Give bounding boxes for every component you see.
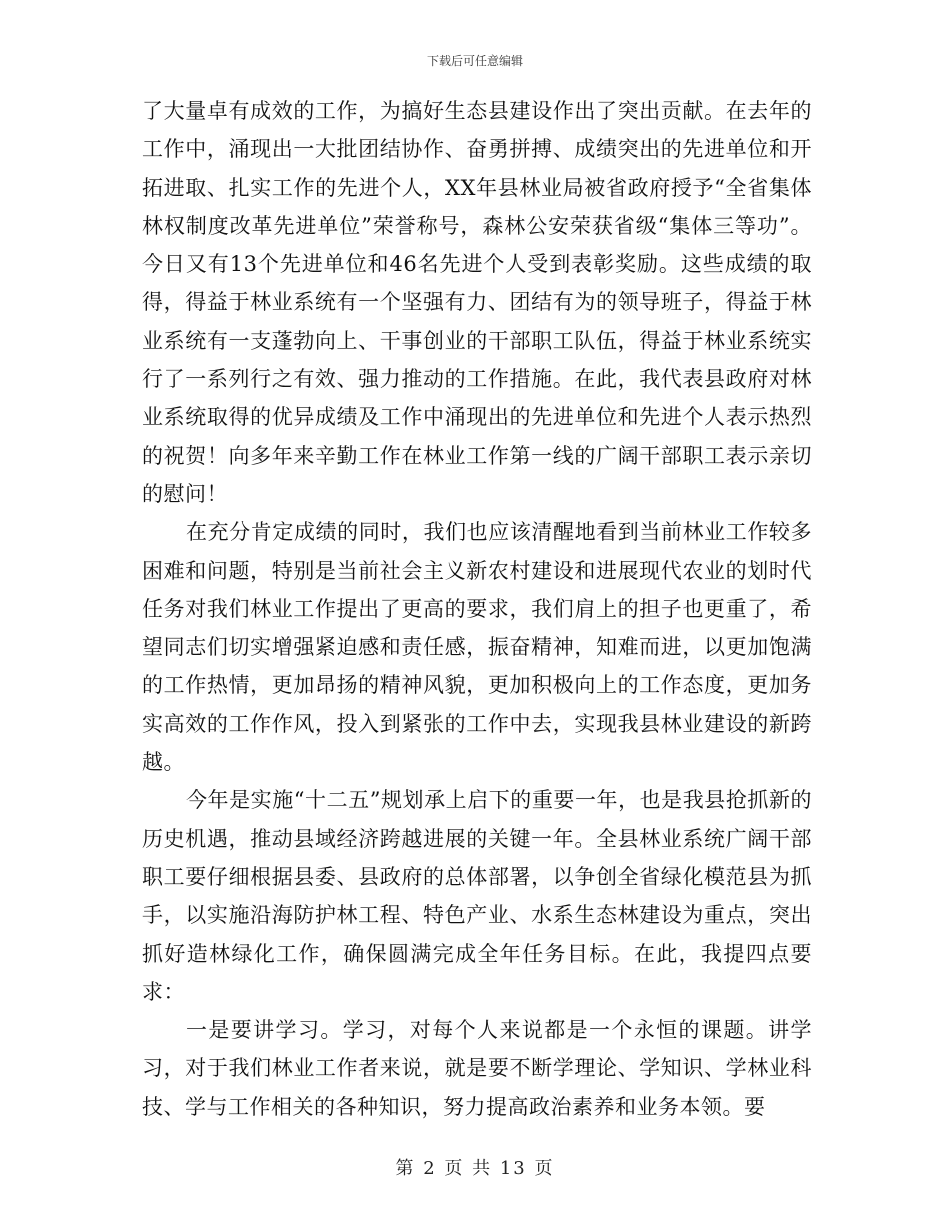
paragraph: 一是要讲学习。学习，对每个人来说都是一个永恒的课题。讲学习，对于我们林业工作者来说，就是要不断学理论、学知识、学林业科技、学与工作相关的各种知识，努力提高政治素养和业务本领。要 xyxy=(142,1018,812,1119)
page-number: 第 2 页 共 13 页 xyxy=(395,1158,555,1179)
paragraph: 今年是实施“十二五”规划承上启下的重要一年，也是我县抢抓新的历史机遇，推动县域经济跨越进展的关键一年。全县林业系统广阔干部职工要仔细根据县委、县政府的总体部署，以争创全省绿化模范县为抓手，以实施沿海防护林工程、特色产业、水系生态林建设为重点，突出抓好造林绿化工作，确保圆满完成全年任务目标。在此，我提四点要求： xyxy=(142,788,812,1004)
page-header-note: 下载后可任意编辑 xyxy=(426,54,523,68)
paragraph-continued: 了大量卓有成效的工作，为搞好生态县建设作出了突出贡献。在去年的工作中，涌现出一大批团结协作、奋勇拼搏、成绩突出的先进单位和开拓进取、扎实工作的先进个人，XX年县林业局被省政府授予“全省集体林权制度改革先进单位”荣誉称号，森林公安荣获省级“集体三等功”。今日又有13个先进单位和46名先进个人受到表彰奖励。这些成绩的取得，得益于林业系统有一个坚强有力、团结有为的领导班子，得益于林业系统有一支蓬勃向上、干事创业的干部职工队伍，得益于林业系统实行了一系列行之有效、强力推动的工作措施。在此，我代表县政府对林业系统取得的优异成绩及工作中涌现出的先进单位和先进个人表示热烈的祝贺！向多年来辛勤工作在林业工作第一线的广阔干部职工表示亲切的慰问！ xyxy=(142,99,812,506)
paragraph: 在充分肯定成绩的同时，我们也应该清醒地看到当前林业工作较多困难和问题，特别是当前社会主义新农村建设和进展现代农业的划时代任务对我们林业工作提出了更高的要求，我们肩上的担子也更重了，希望同志们切实增强紧迫感和责任感，振奋精神，知难而进，以更加饱满的工作热情，更加昂扬的精神风貌，更加积极向上的工作态度，更加务实高效的工作作风，投入到紧张的工作中去，实现我县林业建设的新跨越。 xyxy=(142,520,812,775)
document-body xyxy=(142,92,812,1126)
